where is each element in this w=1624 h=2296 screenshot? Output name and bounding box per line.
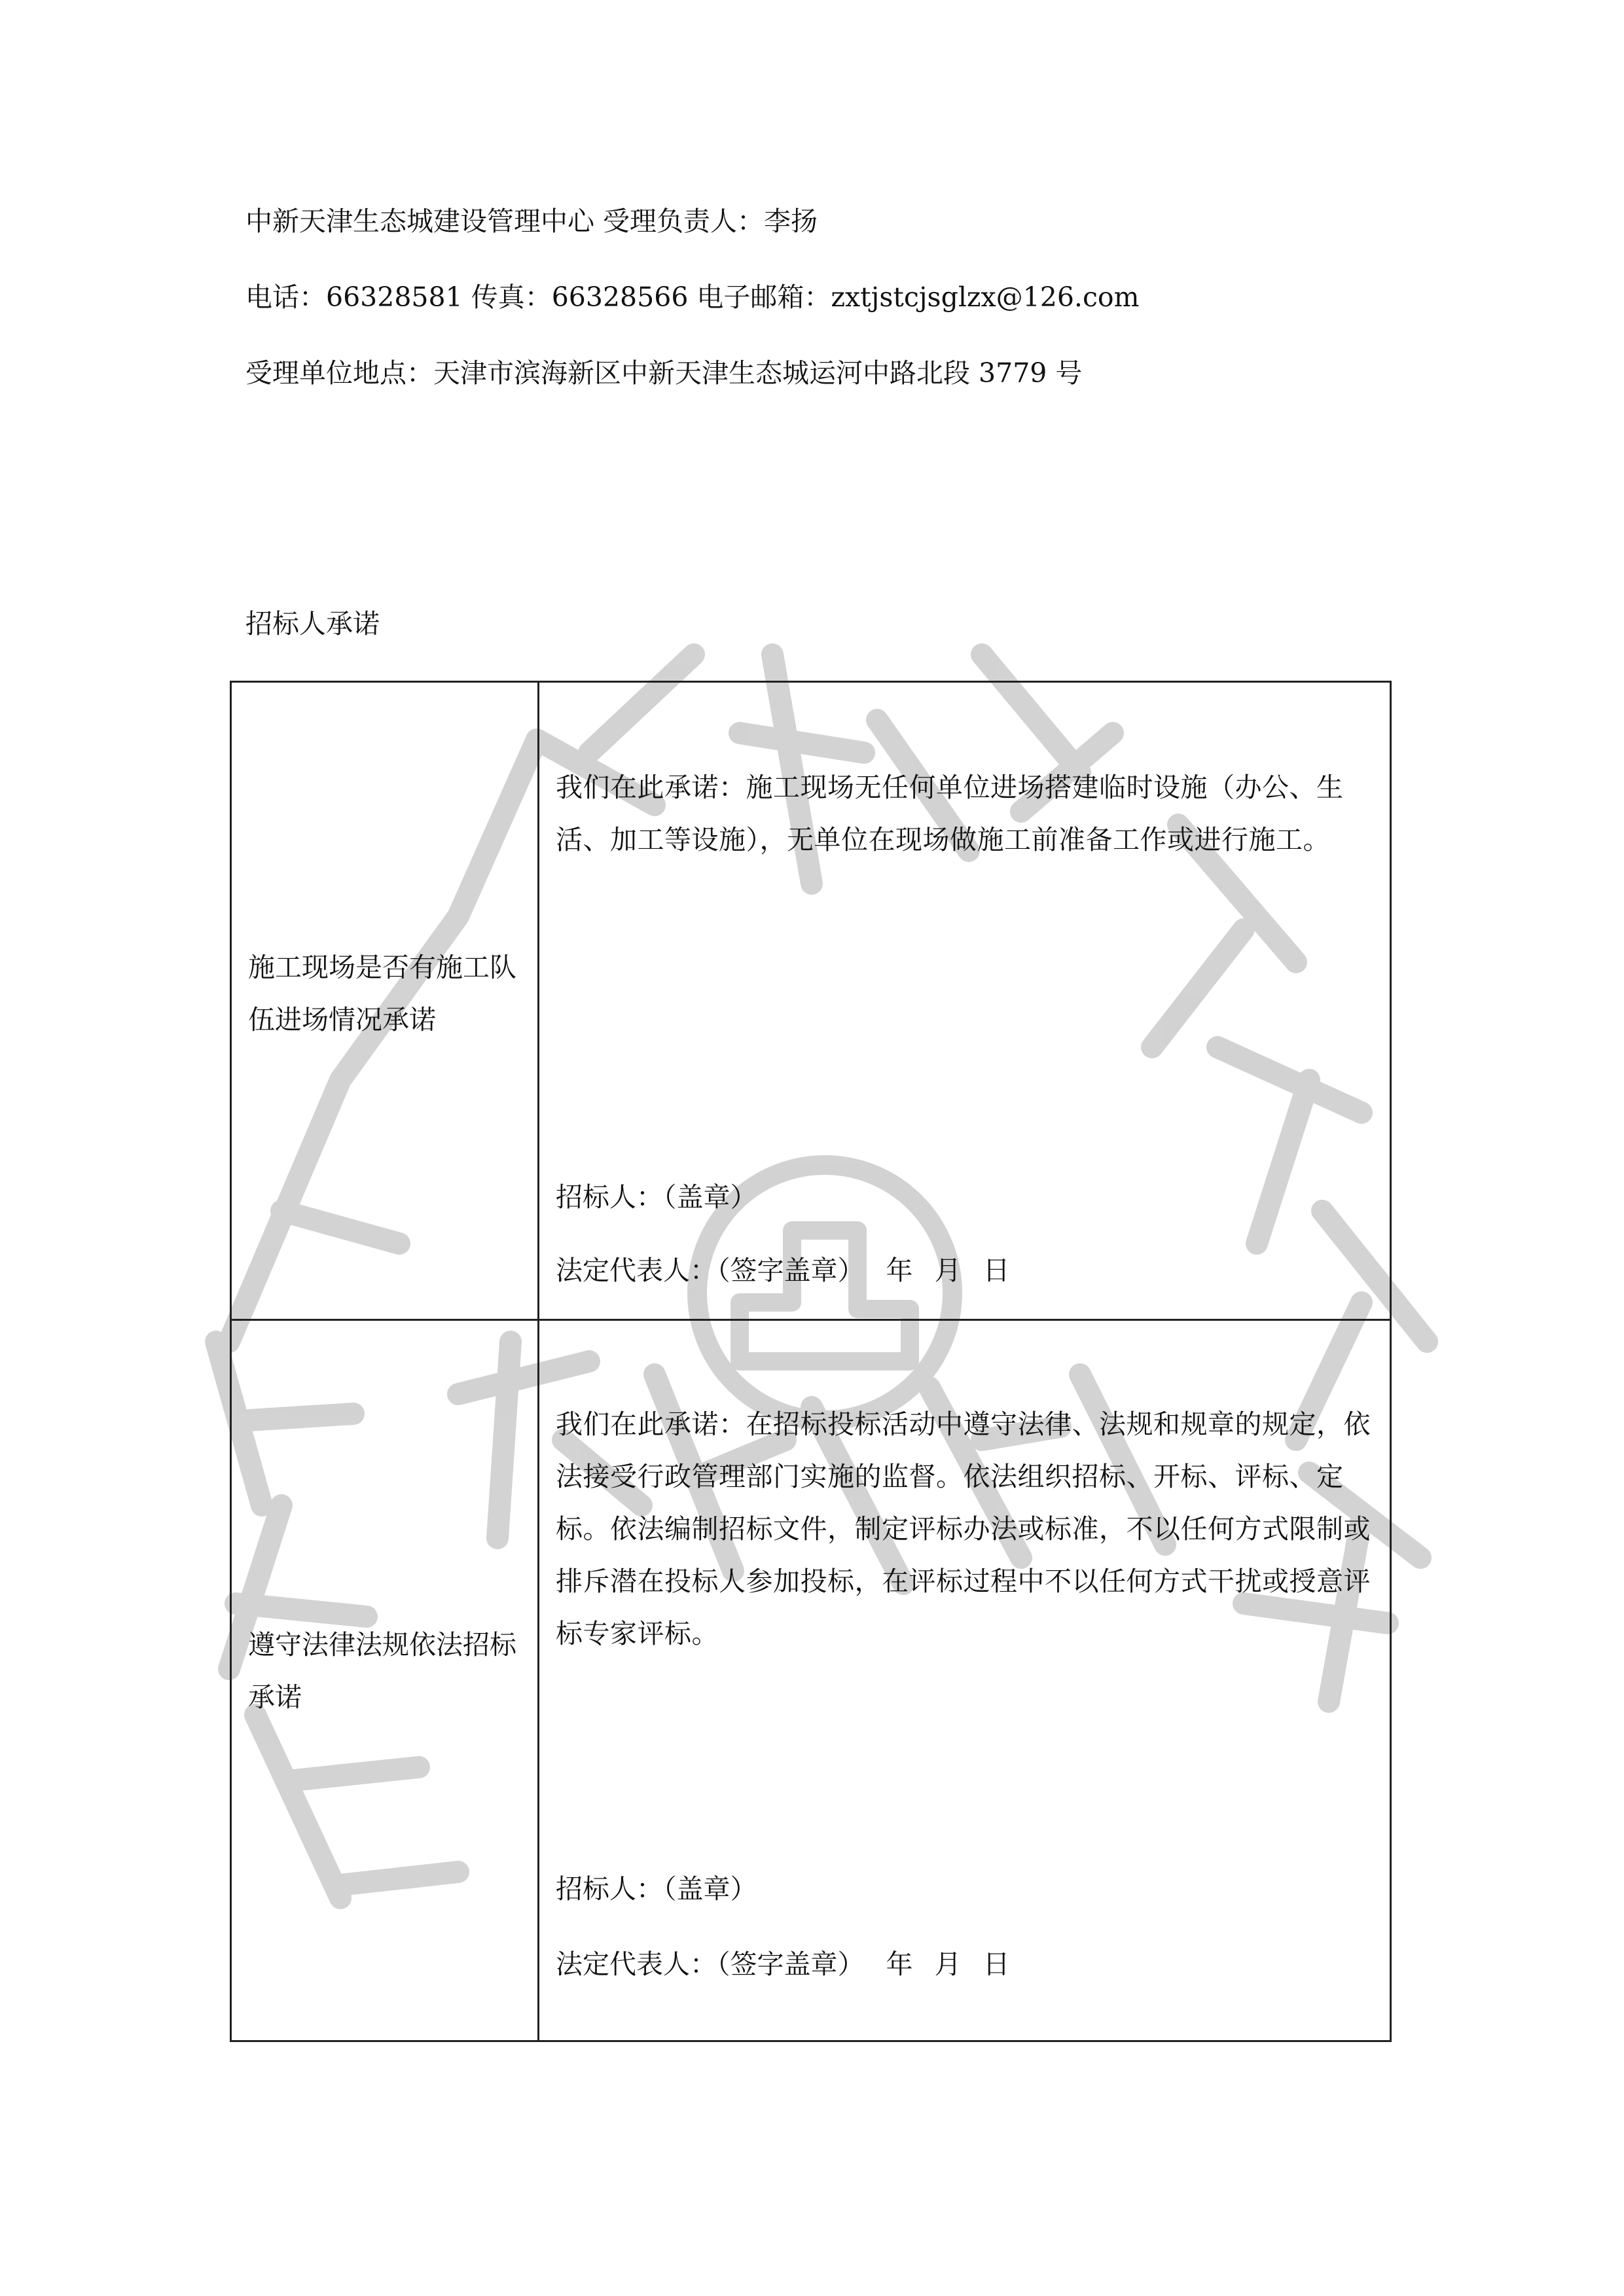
row-1-legal-rep-sign xyxy=(556,1252,1010,1289)
legal-rep-label: 法定代表人：（签字盖章） xyxy=(556,1255,865,1286)
row-2-label: 遵守法律法规依法招标承诺 xyxy=(248,1629,516,1713)
row-1-promise-text: 我们在此承诺：施工现场无任何单位进场搭建临时设施（办公、生活、加工等设施），无单位在现场做施工前准备工作或进行施工。 xyxy=(556,772,1344,855)
date-year: 年 xyxy=(886,1948,913,1980)
phone-fax-email-line: 电话：66328581 传真：66328566 电子邮箱：zxtjstcjsglzx@126.com xyxy=(245,281,1140,313)
section-heading: 招标人承诺 xyxy=(245,608,380,639)
row-2-legal-rep-sign xyxy=(556,1946,1010,1982)
agency-contact-line: 中新天津生态城建设管理中心 受理负责人：李扬 xyxy=(245,206,818,237)
date-month: 月 xyxy=(934,1948,962,1980)
agency-address-line: 受理单位地点：天津市滨海新区中新天津生态城运河中路北段 3779 号 xyxy=(245,357,1083,389)
row-1-label: 施工现场是否有施工队伍进场情况承诺 xyxy=(248,952,516,1035)
row-2-promise-text: 我们在此承诺：在招标投标活动中遵守法律、法规和规章的规定，依法接受行政管理部门实施的监督。依法组织招标、开标、评标、定标。依法编制招标文件，制定评标办法或标准，不以任何方式限制或排斥潜在投标人参加投标，在评标过程中不以任何方式干扰或授意评标专家评标。 xyxy=(556,1408,1371,1649)
row-1-label-cell xyxy=(232,683,539,1321)
date-year: 年 xyxy=(886,1255,913,1286)
date-day: 日 xyxy=(983,1948,1010,1980)
date-month: 月 xyxy=(934,1255,962,1286)
row-2-content-cell xyxy=(539,1321,1390,2040)
row-2-tenderer-seal: 招标人：（盖章） xyxy=(556,1873,757,1905)
legal-rep-label: 法定代表人：（签字盖章） xyxy=(556,1948,865,1980)
row-1-tenderer-seal: 招标人：（盖章） xyxy=(556,1181,757,1213)
row-1-content-cell xyxy=(539,683,1390,1321)
row-2-label-cell xyxy=(232,1321,539,2040)
commitment-table xyxy=(230,681,1392,2042)
date-day: 日 xyxy=(983,1255,1010,1286)
